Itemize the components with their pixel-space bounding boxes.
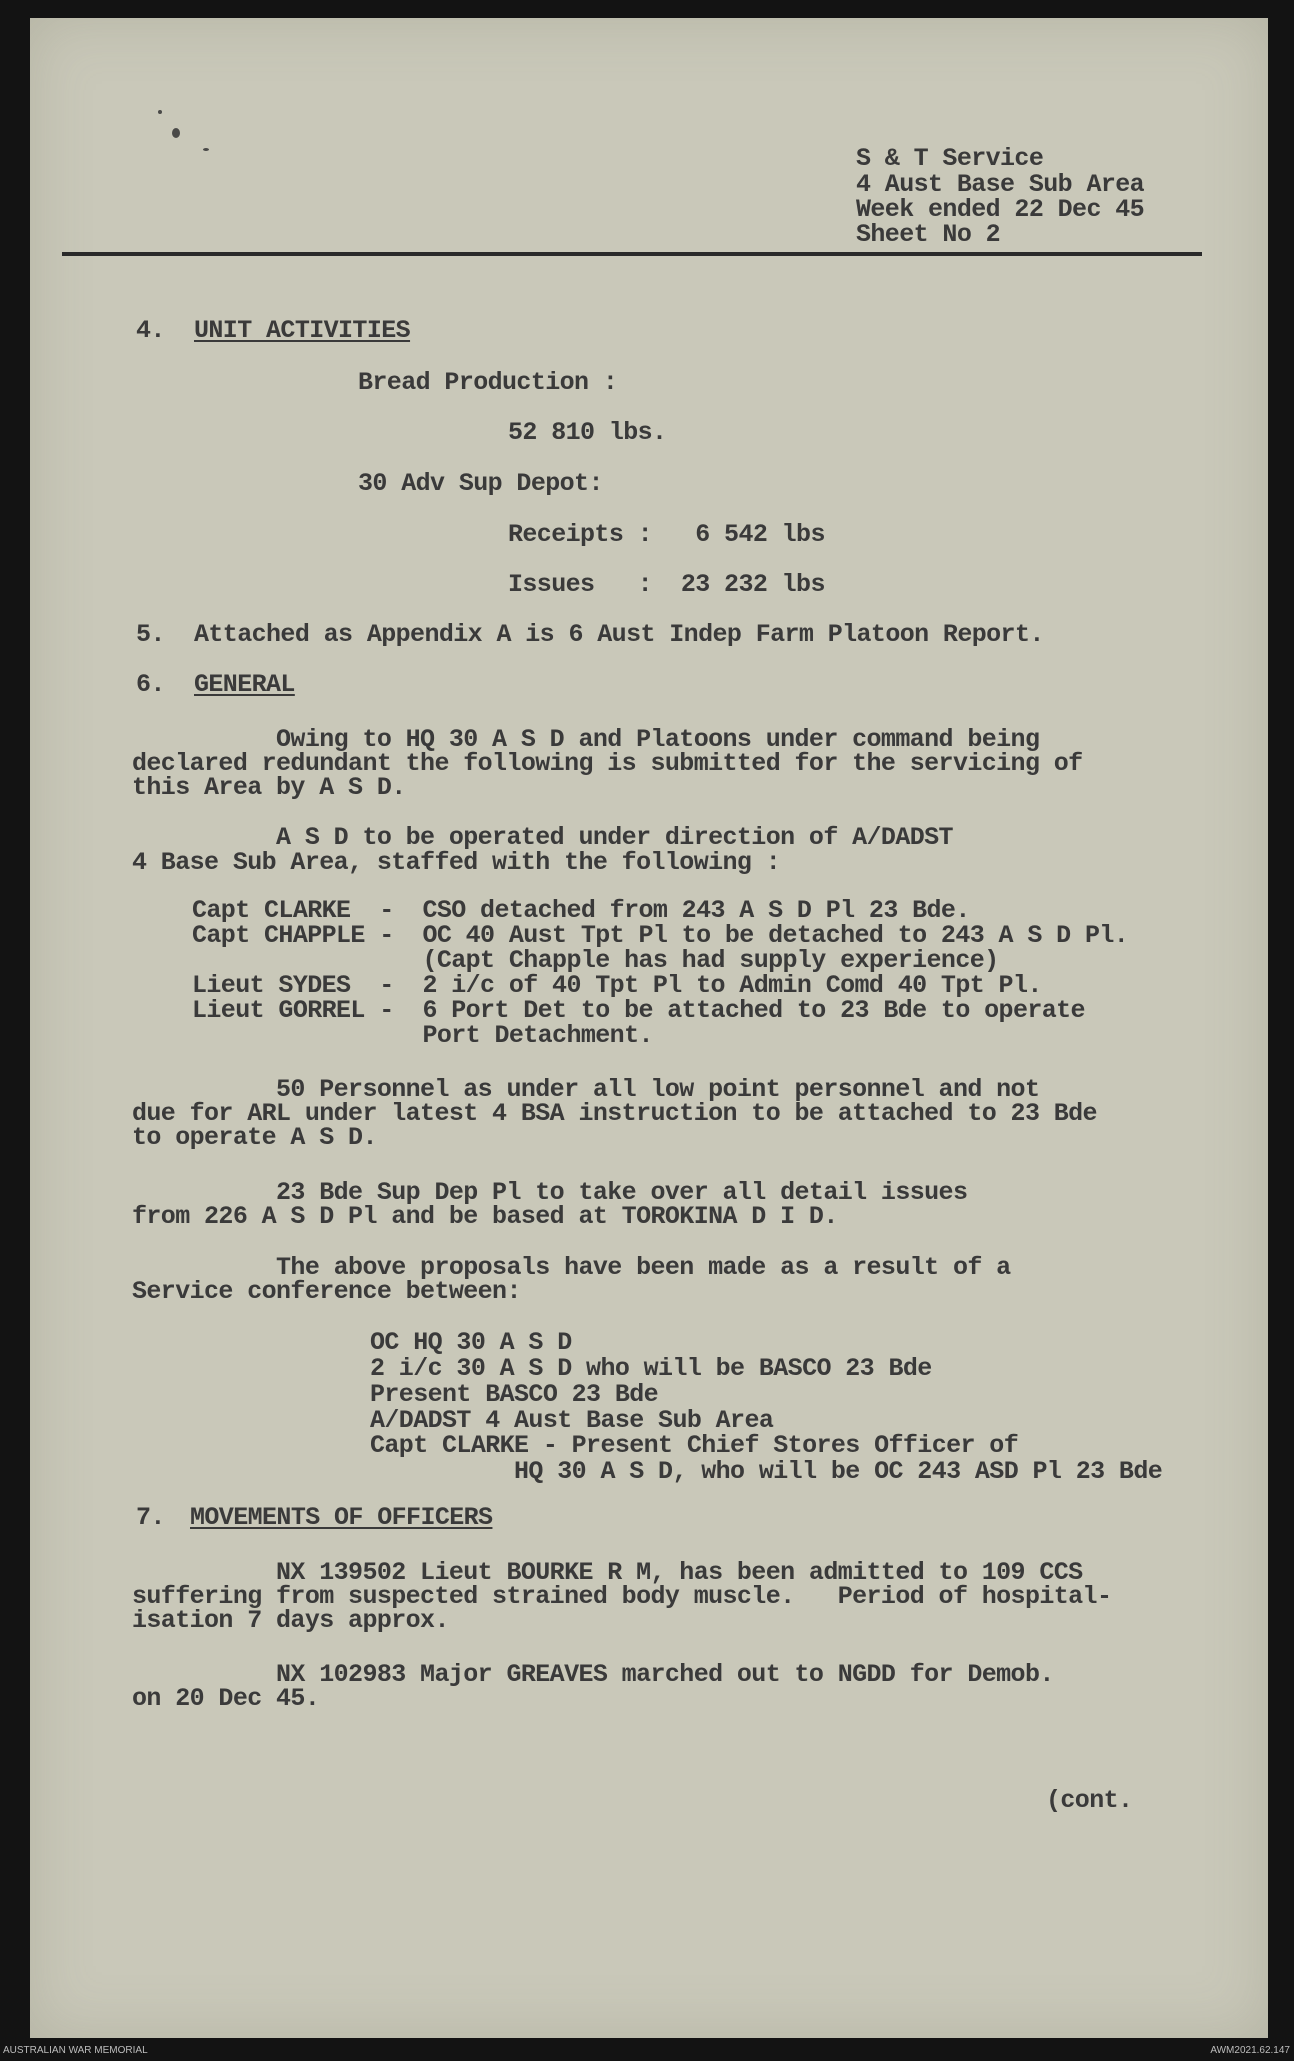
issues-line: Issues : 23 232 lbs bbox=[508, 570, 825, 599]
section-number: 5. bbox=[136, 620, 165, 649]
staff-line: Capt CLARKE - CSO detached from 243 A S D Pl 23 Bde. bbox=[192, 896, 970, 925]
section-number: 6. bbox=[136, 670, 165, 699]
footer-id: AWM2021.62.147 bbox=[1210, 2045, 1290, 2056]
paragraph-line: 23 Bde Sup Dep Pl to take over all detail issues bbox=[132, 1178, 968, 1207]
paragraph-line: Service conference between: bbox=[132, 1277, 521, 1306]
paragraph-line: on 20 Dec 45. bbox=[132, 1684, 320, 1713]
conference-line: HQ 30 A S D, who will be OC 243 ASD Pl 23 Bde bbox=[370, 1457, 1163, 1486]
paragraph-line: this Area by A S D. bbox=[132, 773, 406, 802]
staff-line: Capt CHAPPLE - OC 40 Aust Tpt Pl to be detached to 243 A S D Pl. bbox=[192, 921, 1129, 950]
paragraph-line: The above proposals have been made as a result of a bbox=[132, 1253, 1011, 1282]
header-line: Week ended 22 Dec 45 bbox=[856, 195, 1145, 224]
paragraph-line: 4 Base Sub Area, staffed with the following : bbox=[132, 848, 781, 877]
paragraph-line: NX 139502 Lieut BOURKE R M, has been admitted to 109 CCS bbox=[132, 1558, 1083, 1587]
pin-mark bbox=[158, 110, 162, 114]
paragraph-line: suffering from suspected strained body muscle. Period of hospital- bbox=[132, 1582, 1112, 1611]
section-number: 4. bbox=[136, 316, 165, 345]
paragraph-line: Owing to HQ 30 A S D and Platoons under command being bbox=[132, 725, 1040, 754]
pin-mark bbox=[203, 148, 209, 151]
section-title: GENERAL bbox=[194, 670, 295, 699]
conference-line: Present BASCO 23 Bde bbox=[370, 1380, 659, 1409]
pin-mark bbox=[172, 128, 180, 138]
staff-line: Port Detachment. bbox=[192, 1021, 653, 1050]
paragraph-line: NX 102983 Major GREAVES marched out to NGDD for Demob. bbox=[132, 1660, 1054, 1689]
paragraph-line: to operate A S D. bbox=[132, 1123, 377, 1152]
paragraph-line: declared redundant the following is submitted for the servicing of bbox=[132, 749, 1083, 778]
paragraph-line: from 226 A S D Pl and be based at TOROKINA D I D. bbox=[132, 1202, 838, 1231]
section-text: Attached as Appendix A is 6 Aust Indep Farm Platoon Report. bbox=[194, 620, 1044, 649]
section-number: 7. bbox=[136, 1503, 165, 1532]
staff-line: (Capt Chapple has had supply experience) bbox=[192, 946, 999, 975]
staff-line: Lieut GORREL - 6 Port Det to be attached to 23 Bde to operate bbox=[192, 996, 1085, 1025]
bread-production-label: Bread Production : bbox=[358, 368, 618, 397]
section-title: MOVEMENTS OF OFFICERS bbox=[190, 1503, 493, 1532]
paragraph-line: isation 7 days approx. bbox=[132, 1606, 449, 1635]
bread-production-value: 52 810 lbs. bbox=[508, 418, 667, 447]
receipts-line: Receipts : 6 542 lbs bbox=[508, 520, 825, 549]
conference-line: 2 i/c 30 A S D who will be BASCO 23 Bde bbox=[370, 1354, 932, 1383]
section-title: UNIT ACTIVITIES bbox=[194, 316, 411, 345]
continued-note: (cont. bbox=[1046, 1786, 1133, 1815]
footer-credit: AUSTRALIAN WAR MEMORIAL bbox=[3, 2045, 148, 2056]
conference-line: OC HQ 30 A S D bbox=[370, 1328, 572, 1357]
header-rule bbox=[62, 252, 1202, 256]
conference-line: Capt CLARKE - Present Chief Stores Officer of bbox=[370, 1431, 1019, 1460]
staff-line: Lieut SYDES - 2 i/c of 40 Tpt Pl to Admin Comd 40 Tpt Pl. bbox=[192, 971, 1042, 1000]
header-line: S & T Service bbox=[856, 144, 1044, 173]
paragraph-line: due for ARL under latest 4 BSA instruction to be attached to 23 Bde bbox=[132, 1099, 1097, 1128]
header-line: 4 Aust Base Sub Area bbox=[856, 170, 1145, 199]
paragraph-line: 50 Personnel as under all low point personnel and not bbox=[132, 1075, 1040, 1104]
paragraph-line: A S D to be operated under direction of A/DADST bbox=[132, 823, 953, 852]
conference-line: A/DADST 4 Aust Base Sub Area bbox=[370, 1406, 774, 1435]
header-line: Sheet No 2 bbox=[856, 220, 1001, 249]
depot-label: 30 Adv Sup Depot: bbox=[358, 469, 603, 498]
